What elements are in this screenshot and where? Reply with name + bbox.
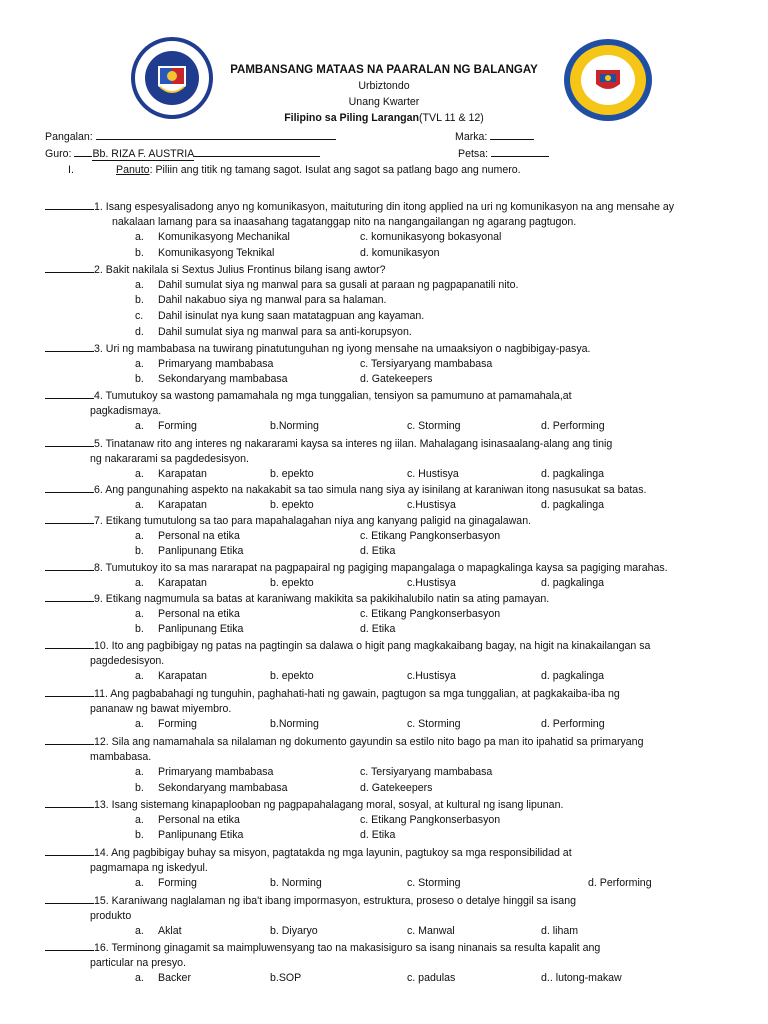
option-c: c. padulas: [407, 972, 456, 985]
question-11: [45, 686, 620, 702]
question-text-continued: pananaw ng bawat miyembro.: [90, 702, 232, 715]
option-letter: a.: [135, 278, 144, 291]
option-d: d. pagkalinga: [541, 670, 605, 683]
option-a: [135, 576, 207, 591]
petsa-blank[interactable]: [491, 146, 549, 157]
option-text: Karapatan: [158, 468, 207, 481]
option-c: c.Hustisya: [407, 576, 456, 589]
question-text: Bakit nakilala si Sextus Julius Frontinus bilang isang awtor?: [102, 264, 386, 276]
option-d: d. Etika: [360, 623, 396, 636]
answer-blank[interactable]: [45, 388, 94, 399]
instructions-text-bold: titik: [201, 164, 218, 176]
answer-blank[interactable]: [45, 560, 94, 571]
petsa-field-row: [458, 146, 549, 161]
question-text-continued: produkto: [90, 909, 132, 922]
option-d: [135, 325, 412, 340]
question-1: [45, 199, 674, 215]
instructions-text-b: ng tamang sagot. Isulat ang sagot sa patlang bago ang numero.: [217, 164, 521, 176]
option-a: [135, 717, 197, 732]
option-c: c. Storming: [407, 718, 461, 731]
option-c: c.Hustisya: [407, 670, 456, 683]
option-letter: a.: [135, 813, 144, 826]
option-letter: b.: [135, 829, 144, 842]
question-9: [45, 591, 549, 607]
option-letter: a.: [135, 972, 144, 985]
option-c: [135, 828, 243, 843]
option-b: c. Etikang Pangkonserbasyon: [360, 529, 501, 542]
option-d: d. Gatekeepers: [360, 373, 433, 386]
question-number: 11.: [94, 688, 108, 700]
question-text-continued: mambabasa.: [90, 750, 152, 763]
option-text: Panlipunang Etika: [158, 623, 244, 636]
option-text: Forming: [158, 718, 197, 731]
question-3: [45, 341, 590, 357]
question-text: Terminong ginagamit sa maimpluwensyang tao na makasisiguro sa isang ninanais sa resulta kapalit ang: [108, 942, 601, 954]
option-d: d. pagkalinga: [541, 468, 605, 481]
question-2: [45, 262, 386, 278]
answer-blank[interactable]: [45, 482, 94, 493]
option-text: Panlipunang Etika: [158, 545, 244, 558]
option-a: [135, 765, 273, 780]
answer-blank[interactable]: [45, 591, 94, 602]
question-14: [45, 845, 572, 861]
option-b: c. Etikang Pangkonserbasyon: [360, 607, 501, 620]
question-text: Etikang tumutulong sa tao para mapahalagahan niya ang kanyang paligid na ginagalawan.: [102, 515, 532, 527]
option-letter: b.: [135, 782, 144, 795]
option-letter: a.: [135, 468, 144, 481]
option-text: Dahil isinulat nya kung saan matatagpuan ang kayaman.: [158, 310, 425, 323]
question-text-continued: particular na presyo.: [90, 956, 186, 969]
option-letter: a.: [135, 498, 144, 511]
option-c: c. Hustisya: [407, 468, 459, 481]
marka-blank[interactable]: [490, 129, 534, 140]
option-text: Primaryang mambabasa: [158, 766, 274, 779]
marka-field-row: [455, 129, 534, 144]
option-text: Personal na etika: [158, 813, 240, 826]
question-number: 1.: [94, 201, 103, 213]
question-12: [45, 734, 643, 750]
option-text: Komunikasyong Teknikal: [158, 247, 275, 260]
question-number: 15.: [94, 895, 109, 907]
option-a: [135, 419, 197, 434]
question-number: 9.: [94, 593, 103, 605]
option-a: [135, 924, 182, 939]
question-text: Isang sistemang kinapaplooban ng pagpapahalagang moral, sosyal, at kultural ng isang lipunan.: [108, 799, 564, 811]
option-letter: a.: [135, 607, 144, 620]
option-c: [135, 246, 274, 261]
option-b: b. epekto: [270, 670, 314, 683]
option-a: [135, 230, 290, 245]
instructions: [68, 163, 521, 177]
option-text: Sekondaryang mambabasa: [158, 782, 288, 795]
option-b: b.Norming: [270, 420, 319, 433]
question-4: [45, 388, 572, 404]
option-b: b. Norming: [270, 877, 322, 890]
question-text-continued: pagmamapa ng iskedyul.: [90, 861, 208, 874]
option-letter: b.: [135, 373, 144, 386]
question-number: 2.: [94, 264, 103, 276]
option-text: Primaryang mambabasa: [158, 357, 274, 370]
option-c: c. Manwal: [407, 925, 455, 938]
question-number: 6.: [94, 484, 103, 496]
option-a: [135, 813, 240, 828]
guro-blank-lead: [74, 146, 92, 157]
option-text: Sekondaryang mambabasa: [158, 373, 288, 386]
option-b: c. Tersiyaryang mambabasa: [360, 766, 493, 779]
question-5: [45, 436, 612, 452]
option-a: [135, 278, 518, 293]
option-letter: a.: [135, 877, 144, 890]
question-text: Ang pagbibigay buhay sa misyon, pagtatakda ng mga layunin, pagtukoy sa mga responsibilidad at: [108, 847, 572, 859]
option-letter: a.: [135, 766, 144, 779]
answer-blank[interactable]: [45, 199, 94, 210]
guro-label: Guro:: [45, 148, 72, 160]
question-text: Ang pangunahing aspekto na nakakabit sa tao simula nang siya ay isinilang at karaniwan itong nasusukat sa batas.: [102, 484, 647, 496]
option-b: b. epekto: [270, 576, 314, 589]
question-text: Etikang nagmumula sa batas at karaniwang makikita sa pakikihalubilo natin sa ating pamayan.: [102, 593, 550, 605]
option-b: b. epekto: [270, 468, 314, 481]
answer-blank[interactable]: [45, 797, 94, 808]
option-c: c. Storming: [407, 877, 461, 890]
answer-blank[interactable]: [45, 341, 94, 352]
option-letter: a.: [135, 718, 144, 731]
option-b: c. komunikasyong bokasyonal: [360, 231, 502, 244]
question-number: 5.: [94, 438, 103, 450]
question-text-continued: pagdedesisyon.: [90, 654, 165, 667]
pangalan-blank[interactable]: [96, 129, 336, 140]
question-text: Ang pagbabahagi ng tunguhin, paghahati-hati ng gawain, pagtugon sa mga tunggalian, at pagkakaiba-iba ng: [107, 688, 620, 700]
option-b: c. Etikang Pangkonserbasyon: [360, 813, 501, 826]
section-number: I.: [68, 164, 74, 176]
option-d: d. Performing: [588, 877, 652, 890]
option-d: d. Performing: [541, 420, 605, 433]
option-letter: a.: [135, 231, 144, 244]
option-letter: b.: [135, 294, 144, 307]
option-d: d. Etika: [360, 545, 396, 558]
option-letter: a.: [135, 576, 144, 589]
question-text: Ito ang pagbibigay ng patas na pagtingin sa dalawa o higit pang magkakaibang bagay, na higit na kinakailangan sa: [108, 640, 651, 652]
answer-blank[interactable]: [45, 638, 94, 649]
option-a: [135, 357, 273, 372]
question-text-continued: ng nakararami sa pagdedesisyon.: [90, 452, 250, 465]
marka-label: Marka:: [455, 131, 488, 143]
guro-blank-tail: [194, 146, 320, 157]
option-b: b. Diyaryo: [270, 925, 318, 938]
option-b: b.SOP: [270, 972, 302, 985]
question-text: Tumutukoy ito sa mas nararapat na pagpapairal ng pagiging mapangalaga o mapagkalinga kaysa sa pagiging marahas.: [102, 562, 668, 574]
option-text: Karapatan: [158, 670, 207, 683]
question-number: 8.: [94, 562, 103, 574]
option-a: [135, 607, 240, 622]
answer-blank[interactable]: [45, 686, 94, 697]
name-field-row: [45, 129, 336, 144]
option-d: d. pagkalinga: [541, 498, 605, 511]
question-text-continued: nakalaan lamang para sa inaasahang tagatanggap nito na nangangailangan ng agarang pagtugon.: [112, 215, 577, 228]
option-c: [135, 622, 243, 637]
option-text: Personal na etika: [158, 607, 240, 620]
question-text: Uri ng mambabasa na tuwirang pinatutunguhan ng iyong mensahe na umaaksiyon o nagbibigay-pasya.: [102, 343, 591, 355]
question-13: [45, 797, 563, 813]
option-b: b.Norming: [270, 718, 319, 731]
guro-value: Bb. RIZA F. AUSTRIA: [92, 148, 195, 160]
answer-blank[interactable]: [45, 845, 94, 856]
guro-field-row: [45, 146, 320, 161]
question-number: 13.: [94, 799, 109, 811]
question-number: 7.: [94, 515, 103, 527]
option-a: [135, 971, 191, 986]
option-a: [135, 529, 240, 544]
option-a: [135, 467, 207, 482]
question-text: Tinatanaw rito ang interes ng nakararami kaysa sa interes ng iilan. Mahalagang isinasaalang-alang ang tinig: [102, 438, 613, 450]
option-text: Karapatan: [158, 498, 207, 511]
pangalan-label: Pangalan:: [45, 131, 93, 143]
option-text: Dahil nakabuo siya ng manwal para sa halaman.: [158, 294, 387, 307]
question-15: [45, 893, 576, 909]
option-text: Personal na etika: [158, 529, 240, 542]
option-letter: b.: [135, 545, 144, 558]
option-d: d.. lutong-makaw: [541, 972, 622, 985]
question-number: 16.: [94, 942, 109, 954]
option-text: Dahil sumulat siya ng manwal para sa anti-korupsyon.: [158, 325, 412, 338]
option-letter: b.: [135, 247, 144, 260]
option-d: d. Gatekeepers: [360, 782, 433, 795]
option-b: b. epekto: [270, 498, 314, 511]
option-c: [135, 781, 288, 796]
answer-blank[interactable]: [45, 262, 94, 273]
option-c: [135, 544, 243, 559]
option-text: Komunikasyong Mechanikal: [158, 231, 290, 244]
answer-blank[interactable]: [45, 940, 94, 951]
option-b: c. Tersiyaryang mambabasa: [360, 357, 493, 370]
option-d: d. Performing: [541, 718, 605, 731]
subject-title: [0, 111, 768, 126]
option-text: Aklat: [158, 925, 182, 938]
question-text: Tumutukoy sa wastong pamamahala ng mga tunggalian, tensiyon sa pamumuno at pamamahala,at: [102, 390, 572, 402]
option-text: Backer: [158, 972, 191, 985]
instructions-label: Panuto: [116, 164, 150, 176]
option-d: d. pagkalinga: [541, 576, 605, 589]
option-a: [135, 669, 207, 684]
option-text: Panlipunang Etika: [158, 829, 244, 842]
option-c: c. Storming: [407, 420, 461, 433]
answer-blank[interactable]: [45, 436, 94, 447]
question-6: [45, 482, 646, 498]
answer-blank[interactable]: [45, 513, 94, 524]
option-d: d. komunikasyon: [360, 247, 440, 260]
option-b: [135, 293, 387, 308]
option-c: [135, 372, 288, 387]
option-letter: a.: [135, 529, 144, 542]
option-letter: c.: [135, 310, 144, 323]
question-text: Sila ang namamahala sa nilalaman ng dokumento gayundin sa estilo nito bago pa man ito ipahatid sa primaryang: [108, 736, 644, 748]
question-number: 12.: [94, 736, 109, 748]
option-d: d. liham: [541, 925, 579, 938]
question-text: Karaniwang naglalaman ng iba't ibang impormasyon, estruktura, proseso o detalye hinggil sa isang: [108, 895, 576, 907]
question-number: 10.: [94, 640, 109, 652]
option-a: [135, 498, 207, 513]
question-10: [45, 638, 650, 654]
option-letter: a.: [135, 420, 144, 433]
instructions-text-a: : Piliin ang: [149, 164, 202, 176]
option-letter: a.: [135, 670, 144, 683]
question-text-continued: pagkadismaya.: [90, 404, 162, 417]
question-number: 3.: [94, 343, 103, 355]
answer-blank[interactable]: [45, 893, 94, 904]
option-text: Karapatan: [158, 576, 207, 589]
school-town: Urbiztondo: [358, 80, 410, 92]
option-text: Forming: [158, 877, 197, 890]
question-16: [45, 940, 600, 956]
petsa-label: Petsa:: [458, 148, 489, 160]
option-text: Forming: [158, 420, 197, 433]
question-number: 4.: [94, 390, 103, 402]
quarter-label: Unang Kwarter: [348, 96, 420, 108]
option-a: [135, 876, 197, 891]
subject-title-grade: (TVL 11 & 12): [419, 112, 484, 124]
option-d: d. Etika: [360, 829, 396, 842]
school-name: PAMBANSANG MATAAS NA PAARALAN NG BALANGAY: [230, 64, 538, 76]
option-c: [135, 309, 424, 324]
question-number: 14.: [94, 847, 109, 859]
question-text: Isang espesyalisadong anyo ng komunikasyon, maituturing din itong applied na uri ng komunikasyon na ang mensahe ay: [102, 201, 675, 213]
option-c: c.Hustisya: [407, 498, 456, 511]
option-letter: d.: [135, 325, 144, 338]
option-letter: a.: [135, 357, 144, 370]
option-letter: a.: [135, 925, 144, 938]
option-letter: b.: [135, 623, 144, 636]
question-7: [45, 513, 531, 529]
option-text: Dahil sumulat siya ng manwal para sa gusali at paraan ng pagpapanatili nito.: [158, 278, 519, 291]
subject-title-bold: Filipino sa Piling Larangan: [284, 112, 419, 124]
answer-blank[interactable]: [45, 734, 94, 745]
question-8: [45, 560, 668, 576]
